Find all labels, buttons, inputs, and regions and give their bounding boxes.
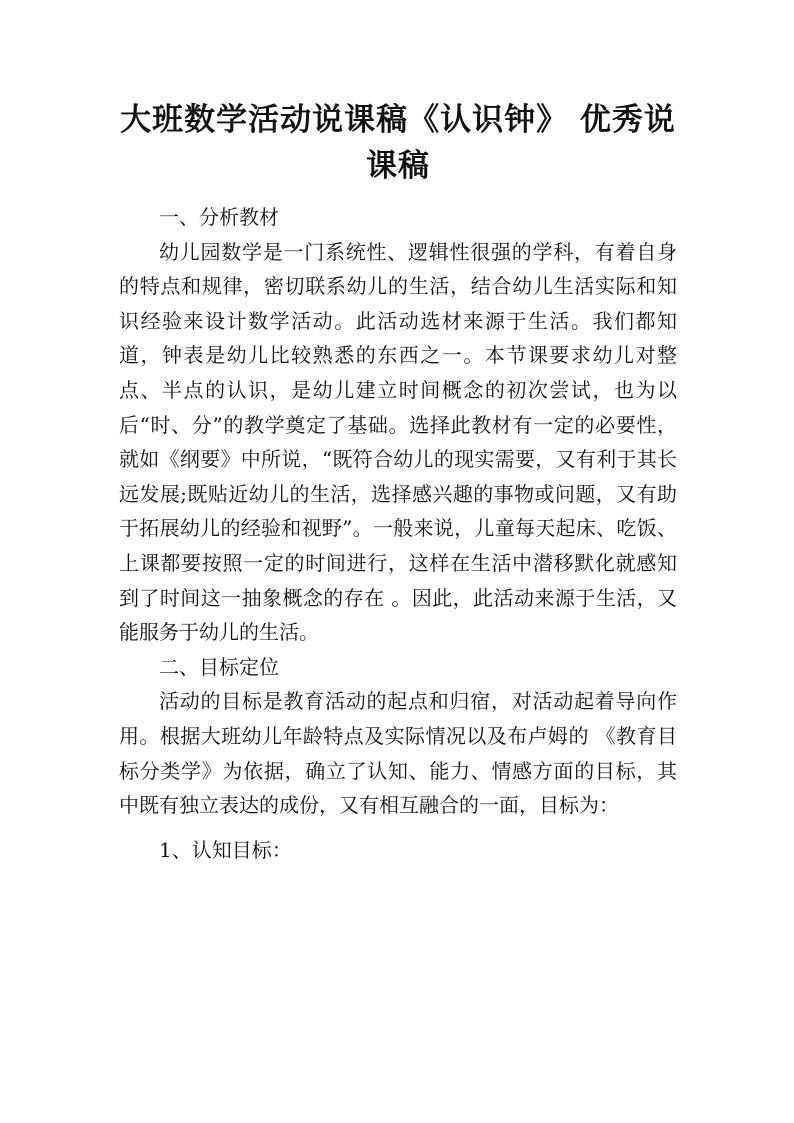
section-heading-goals: 二、目标定位 — [159, 654, 279, 679]
document-title: 大班数学活动说课稿《认识钟》 优秀说课稿 — [120, 102, 676, 184]
document-body — [119, 200, 677, 867]
section-heading-analysis: 一、分析教材 — [159, 205, 279, 229]
section-paragraph-goals: 活动的目标是教育活动的起点和归宿，对活动起着导向作用。根据大班幼儿年龄特点及实际情况以及布卢姆的 《教育目标分类学》为依据，确立了认知、能力、情感方面的目标，其中既有独立表达的成份，又有相互融合的一面，目标为： — [119, 689, 677, 818]
subheading-cognitive-goal: 1、认知目标： — [159, 837, 292, 862]
section-paragraph-analysis: 幼儿园数学是一门系统性、逻辑性很强的学科，有着自身的特点和规律，密切联系幼儿的生活，结合幼儿生活实际和知识经验来设计数学活动。此活动选材来源于生活。我们都知道，钟表是幼儿比较熟悉的东西之一。本节课要求幼儿对整点、半点的认识，是幼儿建立时间概念的初次尝试，也为以后“时、分”的教学奠定了基础。选择此教材有一定的必要性，就如《纲要》中所说，“既符合幼儿的现实需要，又有利于其长远发展;既贴近幼儿的生活，选择感兴趣的事物或问题，又有助于拓展幼儿的经验和视野”。一般来说，儿童每天起床、吃饭、上课都要按照一定的时间进行，这样在生活中潜移默化就感知到了时间这一抽象概念的存在 。因此，此活动来源于生活，又能服务于幼儿的生活。 — [119, 239, 677, 645]
